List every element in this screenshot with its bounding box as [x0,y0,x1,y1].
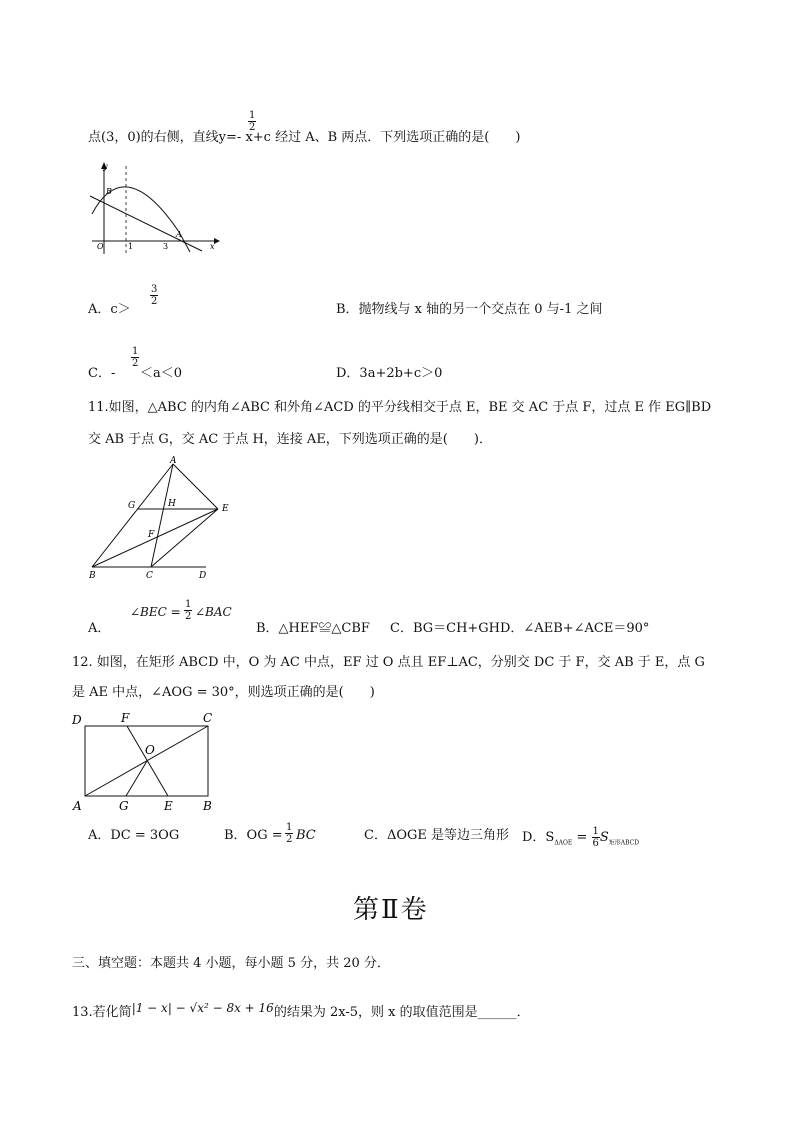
graph-label-x: x [210,242,215,251]
q10-option-c-label: C．- [88,366,116,381]
fig12-label-O: O [145,743,155,757]
line-ef [127,726,168,796]
graph-label-1: 1 [128,242,134,251]
q11-option-a-fraction [184,599,192,622]
q11-triangle-figure [84,454,244,582]
q12-option-b-fraction [285,822,293,845]
q12-option-d-fraction [592,826,600,849]
q13-prefix: 13.若化简 [72,1005,132,1020]
q11-option-a-num: 1 [185,599,192,610]
q12-option-d-sub1: ΔAOE [554,839,573,847]
fig11-label-D: D [199,571,207,581]
line-ab [90,196,202,251]
q12-option-b-num: 1 [286,822,293,833]
graph-label-B: B [106,187,112,196]
q12-option-b-den: 2 [286,834,293,845]
q10-option-c-num: 1 [132,346,139,357]
q10-option-c-fraction [131,346,139,369]
fig12-label-D: D [72,713,82,727]
q10-option-a-fraction [150,284,158,307]
fig12-label-F: F [121,711,130,725]
parabola-curve [92,187,190,252]
q13-suffix: 的结果为 2x-5，则 x 的取值范围是______． [273,1005,530,1020]
q13-expression: |1 − x| − √x² − 8x + 16 [131,1001,274,1015]
q11-option-a-rhs: ∠BAC [195,605,232,619]
q12-option-d-s: S [599,830,609,845]
q11-option-a-label: A． [88,621,111,636]
q10-option-b: B．抛物线与 x 轴的另一个交点在 0 与-1 之间 [336,302,603,317]
q12-option-a: A．DC = 3OG [88,828,180,843]
fig11-label-F: F [148,530,155,540]
q10-option-a-label: A．c＞ [88,302,131,317]
line-ba [92,464,173,567]
fig11-label-C: C [146,571,153,581]
q12-stem-line2: 是 AE 中点，∠AOG = 30°，则选项正确的是( ) [72,685,375,700]
q12-option-b-rhs: BC [296,828,316,843]
q12-option-d-label: D．S [522,830,555,845]
q10-parabola-graph [84,158,224,258]
q11-stem-line1: 11.如图，△ABC 的内角∠ABC 和外角∠ACD 的平分线相交于点 E，BE 交 AC 于点 F，过点 E 作 EG∥BD [88,400,712,415]
q10-option-c-rest: ＜a＜0 [140,366,183,381]
q10-option-a [88,302,131,318]
q12-option-d-sub2: 矩形ABCD [608,839,640,847]
graph-label-O: O [97,242,104,251]
section-heading: 三、填空题：本题共 4 小题，每小题 5 分，共 20 分． [72,956,390,971]
fig11-label-A: A [170,456,177,466]
q10-stem-text: 点(3，0)的右侧，直线y=- x+c 经过 A、B 两点．下列选项正确的是( ) [88,130,521,145]
graph-label-A: A [176,230,182,239]
fig11-label-H: H [168,499,176,509]
graph-label-3: 3 [163,242,169,251]
q10-option-a-den: 2 [151,296,158,307]
graph-label-y: y [103,162,108,171]
q10-stem-frac-num: 1 [249,110,256,121]
q11-option-b: B．△HEF≌△CBF [256,621,370,636]
q11-option-a-den: 2 [185,611,192,622]
fig12-label-C: C [203,711,213,725]
q10-stem-frac-den: 2 [249,122,256,133]
q12-stem-line1: 12. 如图，在矩形 ABCD 中，O 为 AC 中点，EF 过 O 点且 EF⊥AC，分别交 DC 于 F，交 AB 于 E，点 G [72,655,705,670]
fig12-label-B: B [203,799,212,813]
line-be [92,509,218,567]
fig11-label-E: E [222,504,229,514]
fig12-label-A: A [73,799,82,813]
q10-option-d: D．3a+2b+c＞0 [336,366,443,381]
q11-option-a-lhs: ∠BEC = [130,605,181,619]
q10-option-c-den: 2 [132,358,139,369]
q12-option-d-eq: = [576,830,588,845]
q10-stem [88,130,520,146]
q12-option-c: C．ΔOGE 是等边三角形 [364,828,509,843]
q13-line [72,1000,530,1021]
q10-stem-fraction [248,110,256,133]
q10-option-c [88,366,115,382]
fig12-label-G: G [119,799,129,813]
q12-rectangle-figure [70,708,230,816]
q12-option-d-num: 1 [592,826,599,837]
q12-option-d-den: 6 [592,838,599,849]
line-ac [151,464,173,567]
line-ae [173,464,218,509]
q10-option-a-num: 3 [151,284,158,295]
x-axis-arrow-icon [214,238,220,244]
q11-option-d: D．∠AEB+∠ACE＝90° [500,621,650,636]
q11-stem-line2: 交 AB 于点 G，交 AC 于点 H，连接 AE，下列选项正确的是( )． [88,432,492,447]
q11-option-c: C．BG＝CH+GH [390,621,501,636]
q12-option-b-label: B．OG = [224,828,283,843]
fig11-label-B: B [89,571,96,581]
q12-option-d [522,826,639,852]
fig11-label-G: G [128,501,136,511]
section-title: 第Ⅱ卷 [353,895,429,925]
fig12-label-E: E [164,799,173,813]
